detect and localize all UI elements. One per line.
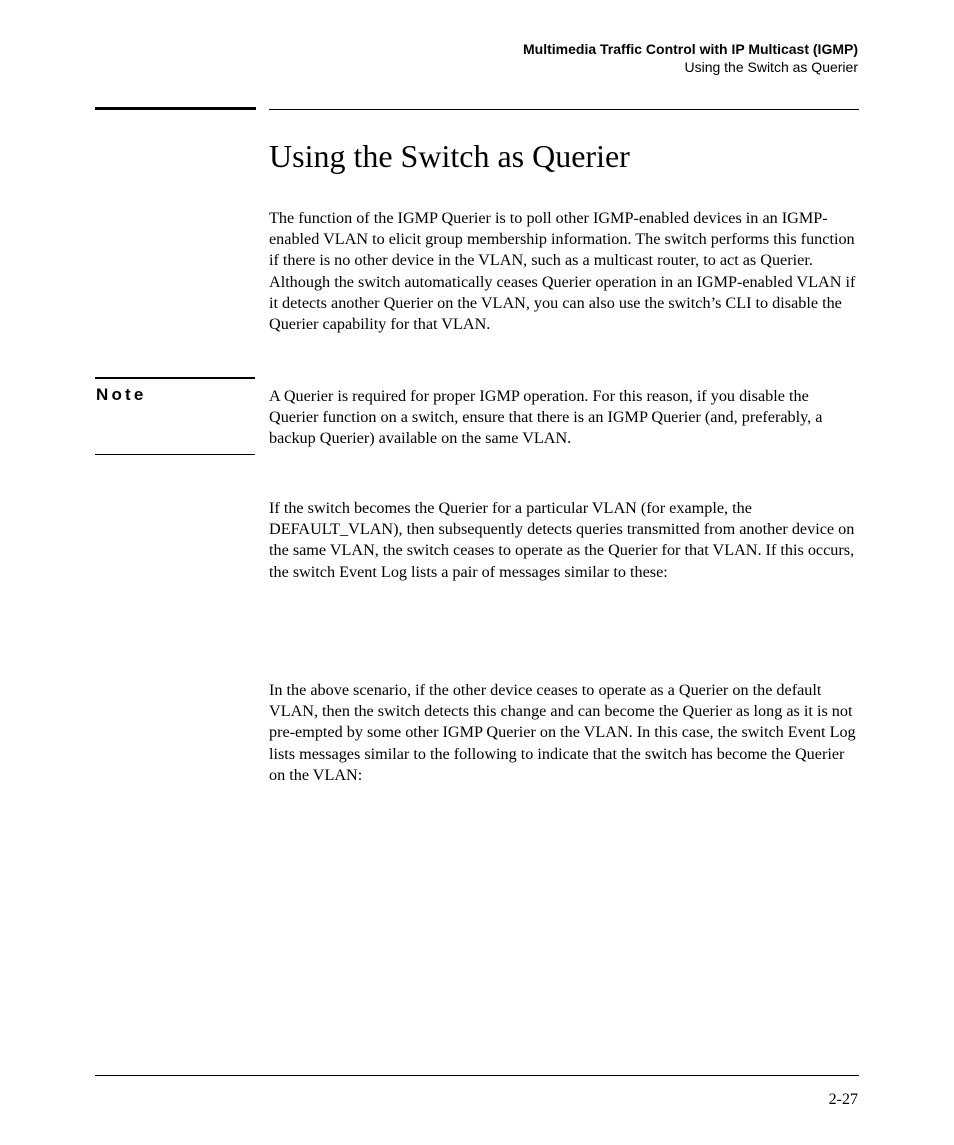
header-rule-left — [95, 107, 256, 110]
page-number: 2-27 — [828, 1091, 858, 1108]
body-paragraph-querier-function: The function of the IGMP Querier is to poll other IGMP-enabled devices in an IGMP-enabled VLAN to elicit group membership information. The switch performs this function if there is no other device in the VLAN, such as a multicast router, to act as Querier. Although the switch automatically ceases Querier operation in an IGMP-enabled VLAN if it detects another Querier on the VLAN, you can also use the switch’s CLI to disable the Querier capability for that VLAN. — [269, 209, 856, 334]
section-title: Using the Switch as Querier — [269, 138, 630, 174]
running-header-section: Using the Switch as Querier — [684, 59, 858, 75]
body-paragraph-querier-resumes: In the above scenario, if the other device ceases to operate as a Querier on the default VLAN, then the switch detects this change and can become the Querier as long as it is not pre-empted by some other IGMP Querier on the VLAN. In this case, the switch Event Log lists messages similar to the following to indicate that the switch has become the Querier on the VLAN: — [269, 681, 856, 784]
note-rule-bottom — [95, 454, 255, 455]
body-paragraph-querier-ceases: If the switch becomes the Querier for a particular VLAN (for example, the DEFAULT_VLAN), then subsequently detects queries transmitted from another device on the same VLAN, the switch ceases to operate as the Querier for that VLAN. If this occurs, the switch Event Log lists a pair of messages similar to these: — [269, 499, 855, 581]
running-header-chapter: Multimedia Traffic Control with IP Multicast (IGMP) — [523, 41, 858, 57]
footer-rule — [95, 1075, 859, 1076]
note-rule-top — [95, 377, 255, 379]
note-label: Note — [96, 385, 147, 404]
note-text: A Querier is required for proper IGMP operation. For this reason, if you disable the Querier function on a switch, ensure that there is an IGMP Querier (and, preferably, a backup Querier) available on the same VLAN. — [269, 387, 823, 448]
header-rule-right — [269, 109, 859, 110]
